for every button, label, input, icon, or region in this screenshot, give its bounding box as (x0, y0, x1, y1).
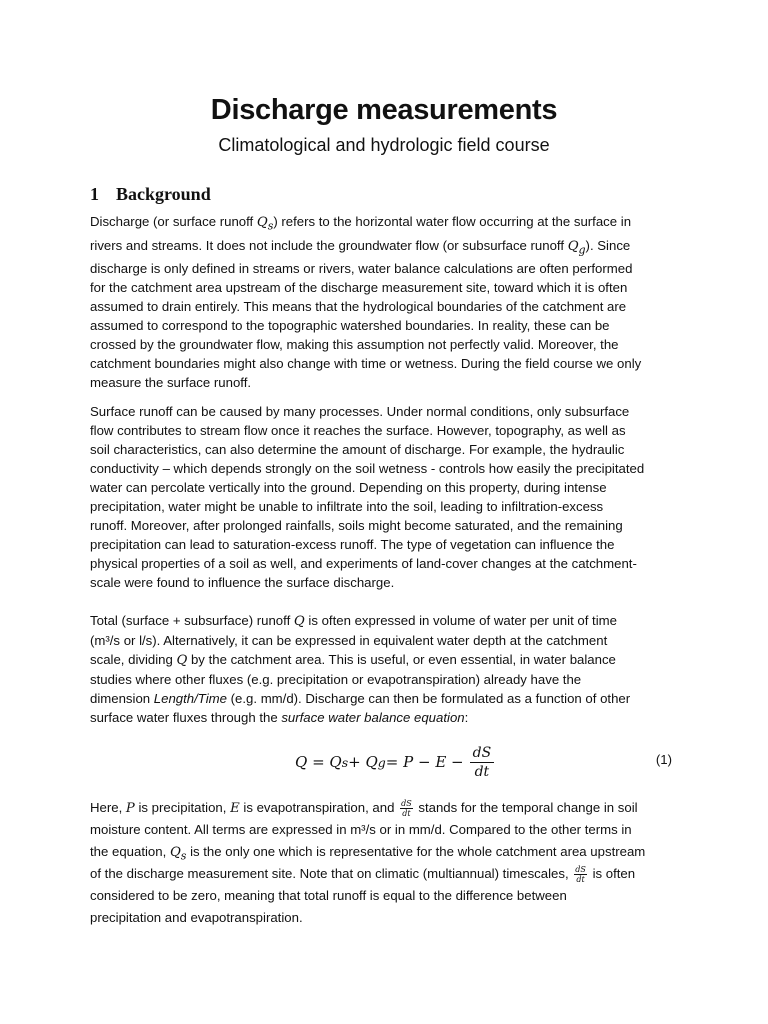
symbol-qg: $Q_g$ (567, 238, 586, 257)
text-line: Total (surface + subsurface) runoff Q is often expressed in volume of water per unit of time (90, 613, 617, 629)
text-line: the equation, $Q_s$ is the only one which is representative for the whole catchment area upstream (90, 844, 646, 863)
equation-body: Q = Q s + Q g = P − E − $\frac{dS}{dt}$ (295, 740, 494, 784)
fraction-ds-dt: $\frac{dS}{dt}$ (575, 865, 586, 885)
text-line: conductivity – which depends strongly on the soil wetness - controls how easily the precipitated (90, 461, 645, 476)
equation-water-balance (90, 740, 680, 784)
text-line: for the catchment area upstream of the discharge measurement site, toward which it is often (90, 280, 628, 296)
symbol-qs: $Q_s$ (169, 845, 187, 863)
text-line: physical properties of a soil as well, and experiments of land-cover changes at the catchment- (90, 556, 637, 571)
text-line: precipitation and evapotranspiration. (90, 910, 303, 925)
text-line: studies where other fluxes (e.g. precipitation or evapotranspiration) already have the (90, 672, 582, 687)
text-line: assumed to drain entirely. This means that the hydrological boundaries of the catchment are (90, 299, 627, 315)
equation-number: (1) (655, 752, 672, 767)
paragraph-total-runoff (90, 611, 680, 727)
text-line: measure the surface runoff. (90, 375, 252, 391)
text-line: of the discharge measurement site. Note that on climatic (multiannual) timescales, $\frac{dS}{dt}$ is often (90, 865, 636, 885)
text-line: soil characteristics, can also determine the amount of discharge. For example, the hydraulic (90, 442, 625, 457)
text-line: Here, P is precipitation, E is evapotranspiration, and $\frac{dS}{dt}$ stands for the temporal change in soil (90, 799, 638, 819)
text-line: precipitation, water might be unable to infiltrate into the soil, leading to infiltration-excess (90, 499, 604, 514)
text-line: runoff. Moreover, after prolonged rainfalls, soils might become saturated, and the remaining (90, 518, 623, 533)
text-line: (m³/s or l/s). Alternatively, it can be expressed in equivalent water depth at the catchment (90, 633, 608, 648)
section-number: 1 (90, 184, 99, 204)
text-line: moisture content. All terms are expressed in m³/s or in mm/d. Compared to the other terms in (90, 822, 632, 837)
symbol-qs: $Q_s$ (256, 215, 274, 233)
text-line: precipitation can lead to saturation-excess runoff. The type of vegetation can influence the (90, 537, 615, 552)
text-line: scale, dividing Q by the catchment area. This is useful, or even essential, in water balance (90, 652, 616, 668)
text-line: water can percolate vertically into the ground. Depending on this property, during intense (90, 480, 607, 495)
paragraph-terms-explanation (90, 797, 680, 929)
text-line: catchment boundaries might also change with time or wetness. During the field course we only (90, 356, 642, 372)
text-line: dimension Length/Time (e.g. mm/d). Discharge can then be formulated as a function of other (90, 691, 631, 706)
paragraph-runoff-processes (90, 402, 680, 592)
text-line: Discharge (or surface runoff $Q_s$) refers to the horizontal water flow occurring at the surface in (90, 214, 632, 233)
text-line: considered to be zero, meaning that total runoff is equal to the difference between (90, 888, 567, 903)
text-line: rivers and streams. It does not include the groundwater flow (or subsurface runoff $Q_g$). Since (90, 237, 631, 257)
document-title: Discharge measurements (210, 94, 558, 126)
section-title: Background (116, 184, 211, 204)
text-line: surface water fluxes through the surface water balance equation: (90, 710, 469, 725)
text-line: flow contributes to stream flow once it reaches the surface. However, topography, as well as (90, 423, 626, 438)
text-line: assumed to correspond to the topographic watershed boundaries. In reality, these can be (90, 318, 610, 334)
fraction-ds-dt: $\frac{dS}{dt}$ (401, 799, 412, 819)
section-heading (90, 184, 211, 205)
text-line: discharge is only defined in streams or rivers, water balance calculations are often performed (90, 261, 633, 277)
text-line: Surface runoff can be caused by many processes. Under normal conditions, only subsurface (90, 404, 630, 419)
equation-fraction: $\frac{dS}{dt}$ (470, 744, 495, 781)
text-line: crossed by the groundwater flow, making this assumption not perfectly valid. Moreover, the (90, 337, 619, 353)
paragraph-discharge-definition (90, 212, 680, 392)
document-subtitle: Climatological and hydrologic field course (218, 135, 550, 155)
text-line: scale were found to influence the surface discharge. (90, 575, 395, 590)
